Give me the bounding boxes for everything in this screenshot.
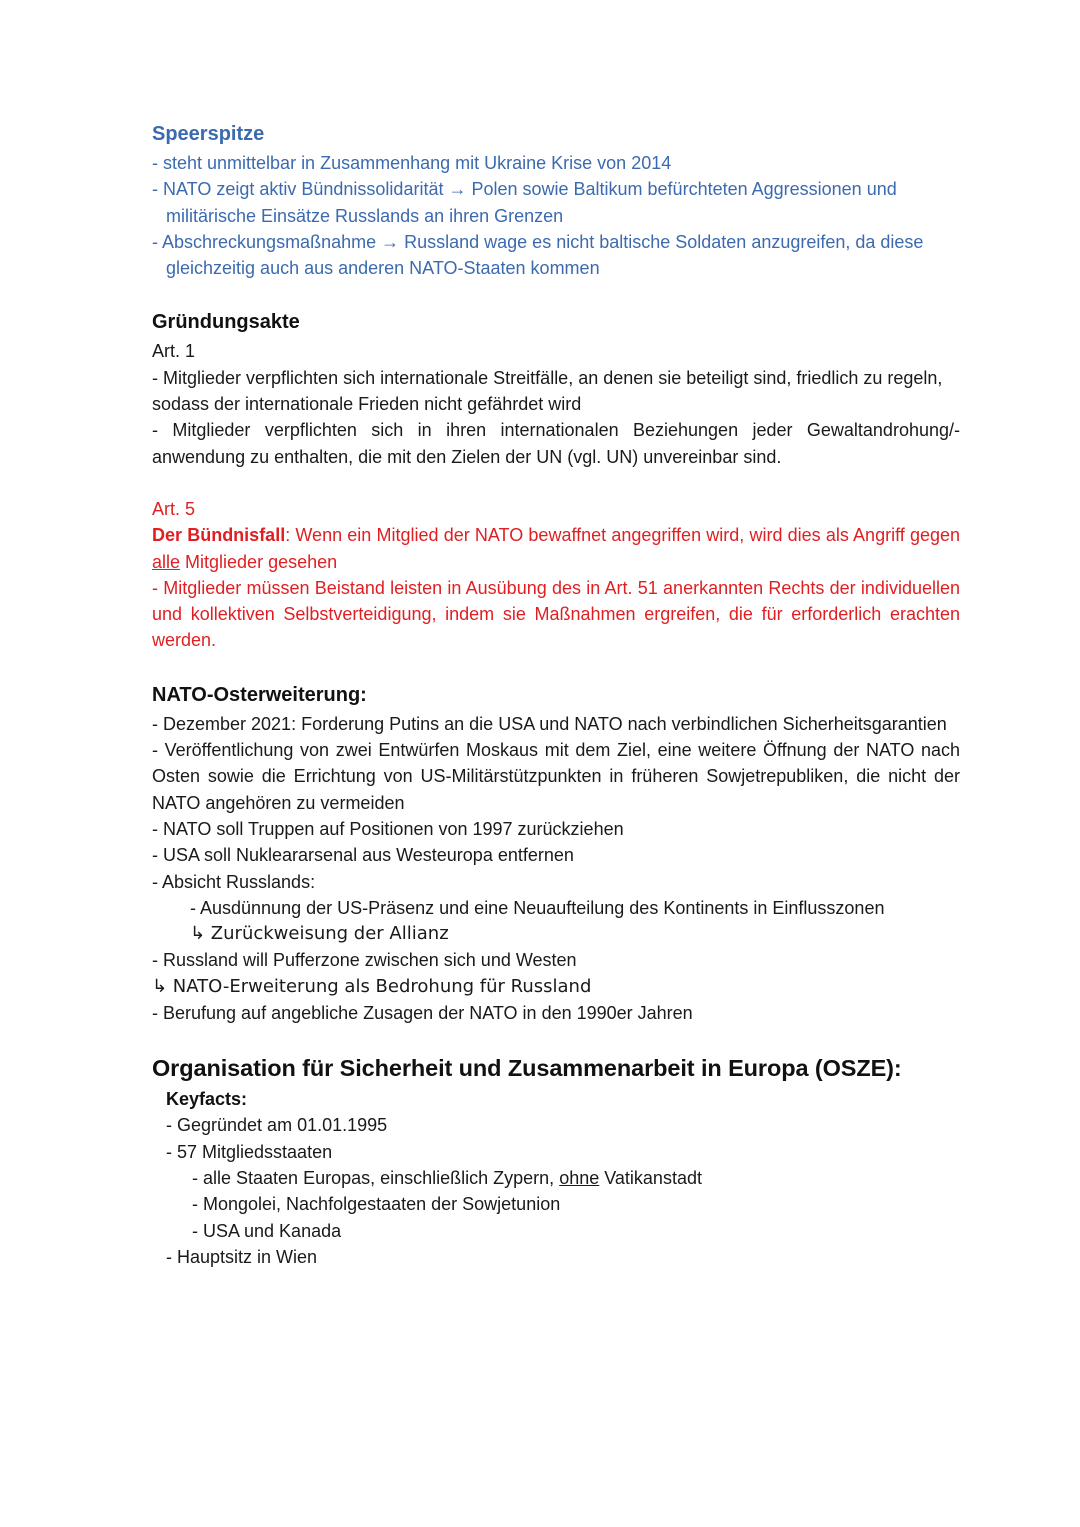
bullet-osterweiterung-6: - Russland will Pufferzone zwischen sich und Westen (152, 950, 577, 971)
bullet-osterweiterung-8: - Berufung auf angebliche Zusagen der NATO in den 1990er Jahren (152, 1003, 693, 1024)
osze-subitem-1-pre: - alle Staaten Europas, einschließlich Zypern, (192, 1167, 560, 1188)
label-art-1: Art. 1 (152, 341, 196, 362)
bullet-art1-2: - Mitglieder verpflichten sich in ihren internationalen Beziehungen jeder Gewaltandrohung/-anwendung zu enthalten, die mit den Zielen der UN (vgl. UN) unvereinbar sind. (152, 420, 960, 467)
section-speerspitze (152, 120, 960, 281)
section-art-5 (152, 496, 960, 654)
bullet-osterweiterung-5: - Absicht Russlands: (152, 871, 316, 892)
osze-underlined-ohne: ohne (559, 1167, 600, 1188)
buendnisfall-text-a: : Wenn ein Mitglied der NATO bewaffnet angegriffen wird, wird dies als Angriff gegen (285, 525, 960, 546)
buendnisfall-underlined-alle: alle (152, 551, 181, 572)
spacer-3 (152, 654, 960, 680)
spacer-4 (152, 1026, 960, 1052)
label-keyfacts: Keyfacts: (166, 1089, 248, 1110)
subbullet-zurueckweisung: ↳ Zurückweisung der Allianz (190, 923, 449, 945)
document-content (152, 120, 960, 1270)
section-osterweiterung (152, 680, 960, 1027)
buendnisfall-bold-term: Der Bündnisfall (152, 525, 286, 546)
osze-subitem-1 (152, 1165, 960, 1191)
bullet-speerspitze-3: - Abschreckungsmaßnahme → Russland wage es nicht baltische Soldaten anzugreifen, da diese gleichzeitig auch aus anderen NATO-Staaten kommen (152, 231, 924, 279)
osze-item-3: - Hauptsitz in Wien (166, 1246, 318, 1267)
bullet-osterweiterung-7: ↳ NATO-Erweiterung als Bedrohung für Russland (152, 975, 592, 997)
bullet-art5-beistand: - Mitglieder müssen Beistand leisten in Ausübung des in Art. 51 anerkannten Rechts der individuellen und kollektiven Selbstverteidigung, indem sie Maßnahmen ergreifen, die für erforderlich erachten werden. (152, 577, 960, 651)
bullet-osterweiterung-3: - NATO soll Truppen auf Positionen von 1997 zurückziehen (152, 818, 624, 839)
bullet-osterweiterung-4: - USA soll Nukleararsenal aus Westeuropa entfernen (152, 845, 574, 866)
buendnisfall-text-b: Mitglieder gesehen (180, 551, 338, 572)
section-gruendungsakte (152, 307, 960, 469)
osze-item-1: - Gegründet am 01.01.1995 (166, 1115, 388, 1136)
bullet-speerspitze-1: - steht unmittelbar in Zusammenhang mit Ukraine Krise von 2014 (152, 153, 672, 173)
bullet-osterweiterung-2: - Veröffentlichung von zwei Entwürfen Moskaus mit dem Ziel, eine weitere Öffnung der NATO nach Osten sowie die Errichtung von US-Militärstützpunkten in früheren Sowjetrepubliken, die nicht der NATO angehören zu vermeiden (152, 740, 960, 813)
bullet-osterweiterung-1: - Dezember 2021: Forderung Putins an die USA und NATO nach verbindlichen Sicherheitsgarantien (152, 713, 947, 734)
paragraph-buendnisfall (152, 522, 960, 575)
heading-osze: Organisation für Sicherheit und Zusammenarbeit in Europa (OSZE): (152, 1055, 902, 1082)
osze-subitem-3: - USA und Kanada (192, 1220, 342, 1241)
osze-item-2: - 57 Mitgliedsstaaten (166, 1141, 333, 1162)
spacer-2 (152, 470, 960, 496)
heading-gruendungsakte: Gründungsakte (152, 311, 300, 334)
label-art-5: Art. 5 (152, 498, 196, 519)
osze-subitem-2: - Mongolei, Nachfolgestaaten der Sowjetunion (192, 1194, 561, 1215)
heading-osterweiterung: NATO-Osterweiterung: (152, 683, 367, 706)
spacer-1 (152, 281, 960, 307)
osze-subitem-1-post: Vatikanstadt (599, 1167, 702, 1188)
heading-speerspitze: Speerspitze (152, 123, 265, 145)
bullet-art1-1: - Mitglieder verpflichten sich internationale Streitfälle, an denen sie beteiligt sind, friedlich zu regeln, sodass der internationale Frieden nicht gefährdet wird (152, 367, 943, 415)
subbullet-ausduennung: - Ausdünnung der US-Präsenz und eine Neuaufteilung des Kontinents in Einflusszonen (190, 897, 885, 918)
bullet-speerspitze-2: - NATO zeigt aktiv Bündnissolidarität → Polen sowie Baltikum befürchteten Aggressionen und militärische Einsätze Russlands an ihren Grenzen (152, 179, 897, 226)
section-osze (152, 1052, 960, 1270)
